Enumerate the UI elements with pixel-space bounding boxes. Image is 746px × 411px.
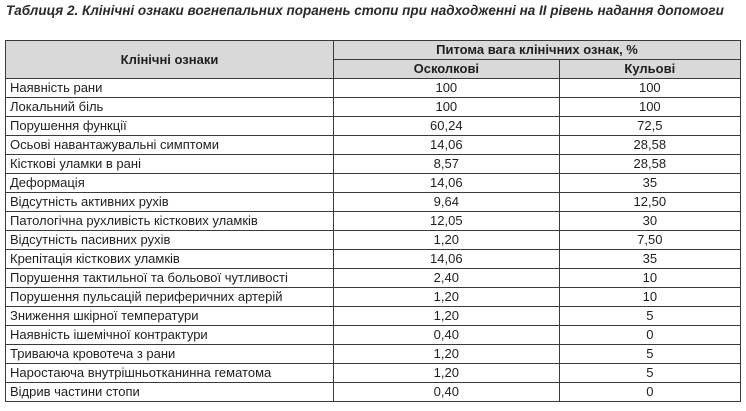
row-shrapnel-value: 9,64 xyxy=(334,193,560,212)
table-row xyxy=(6,307,741,326)
row-bullet-value: 35 xyxy=(559,174,740,193)
row-sign-name: Відрив частини стопи xyxy=(6,383,334,402)
row-bullet-value: 0 xyxy=(559,383,740,402)
table-row xyxy=(6,212,741,231)
row-shrapnel-value: 1,20 xyxy=(334,345,560,364)
row-bullet-value: 5 xyxy=(559,307,740,326)
row-bullet-value: 5 xyxy=(559,345,740,364)
row-sign-name: Осьові навантажувальні симптоми xyxy=(6,136,334,155)
row-sign-name: Наростаюча внутрішньотканинна гематома xyxy=(6,364,334,383)
row-sign-name: Наявність ішемічної контрактури xyxy=(6,326,334,345)
table-row xyxy=(6,364,741,383)
table-row xyxy=(6,269,741,288)
table-row xyxy=(6,383,741,402)
row-sign-name: Патологічна рухливість кісткових уламків xyxy=(6,212,334,231)
row-shrapnel-value: 2,40 xyxy=(334,269,560,288)
row-bullet-value: 28,58 xyxy=(559,136,740,155)
header-share-group: Питома вага клінічних ознак, % xyxy=(334,41,741,60)
table-row xyxy=(6,155,741,174)
table-row xyxy=(6,79,741,98)
row-shrapnel-value: 0,40 xyxy=(334,383,560,402)
row-bullet-value: 0 xyxy=(559,326,740,345)
row-bullet-value: 100 xyxy=(559,98,740,117)
table-body xyxy=(6,79,741,402)
row-shrapnel-value: 1,20 xyxy=(334,288,560,307)
table-row xyxy=(6,117,741,136)
row-shrapnel-value: 12,05 xyxy=(334,212,560,231)
table-row xyxy=(6,174,741,193)
row-sign-name: Зниження шкірної температури xyxy=(6,307,334,326)
row-sign-name: Локальний біль xyxy=(6,98,334,117)
row-shrapnel-value: 8,57 xyxy=(334,155,560,174)
row-sign-name: Триваюча кровотеча з рани xyxy=(6,345,334,364)
row-sign-name: Порушення тактильної та больової чутливості xyxy=(6,269,334,288)
table-row xyxy=(6,98,741,117)
row-shrapnel-value: 1,20 xyxy=(334,307,560,326)
header-bullet: Кульові xyxy=(559,60,740,79)
row-sign-name: Деформація xyxy=(6,174,334,193)
row-sign-name: Відсутність пасивних рухів xyxy=(6,231,334,250)
row-shrapnel-value: 1,20 xyxy=(334,231,560,250)
row-bullet-value: 100 xyxy=(559,79,740,98)
row-sign-name: Наявність рани xyxy=(6,79,334,98)
row-bullet-value: 10 xyxy=(559,269,740,288)
caption-label: Таблиця 2. xyxy=(6,3,79,18)
header-clinical-signs: Клінічні ознаки xyxy=(6,41,334,79)
row-bullet-value: 7,50 xyxy=(559,231,740,250)
row-shrapnel-value: 14,06 xyxy=(334,136,560,155)
table-row xyxy=(6,136,741,155)
row-shrapnel-value: 60,24 xyxy=(334,117,560,136)
table-row xyxy=(6,345,741,364)
row-sign-name: Крепітація кісткових уламків xyxy=(6,250,334,269)
table-row xyxy=(6,250,741,269)
table-row xyxy=(6,193,741,212)
row-bullet-value: 10 xyxy=(559,288,740,307)
row-bullet-value: 35 xyxy=(559,250,740,269)
table-row xyxy=(6,288,741,307)
caption-text: Клінічні ознаки вогнепальних поранень стопи при надходженні на ІІ рівень надання допомоги xyxy=(82,3,724,18)
row-sign-name: Порушення функції xyxy=(6,117,334,136)
row-sign-name: Відсутність активних рухів xyxy=(6,193,334,212)
row-bullet-value: 12,50 xyxy=(559,193,740,212)
clinical-signs-table xyxy=(5,40,741,402)
row-shrapnel-value: 100 xyxy=(334,79,560,98)
row-shrapnel-value: 1,20 xyxy=(334,364,560,383)
row-sign-name: Кісткові уламки в рані xyxy=(6,155,334,174)
row-sign-name: Порушення пульсацій периферичних артерій xyxy=(6,288,334,307)
row-bullet-value: 28,58 xyxy=(559,155,740,174)
row-bullet-value: 5 xyxy=(559,364,740,383)
table-caption xyxy=(6,2,742,19)
row-shrapnel-value: 14,06 xyxy=(334,250,560,269)
row-shrapnel-value: 14,06 xyxy=(334,174,560,193)
table-row xyxy=(6,231,741,250)
row-shrapnel-value: 100 xyxy=(334,98,560,117)
row-bullet-value: 30 xyxy=(559,212,740,231)
row-bullet-value: 72,5 xyxy=(559,117,740,136)
table-row xyxy=(6,326,741,345)
row-shrapnel-value: 0,40 xyxy=(334,326,560,345)
header-shrapnel: Осколкові xyxy=(334,60,560,79)
